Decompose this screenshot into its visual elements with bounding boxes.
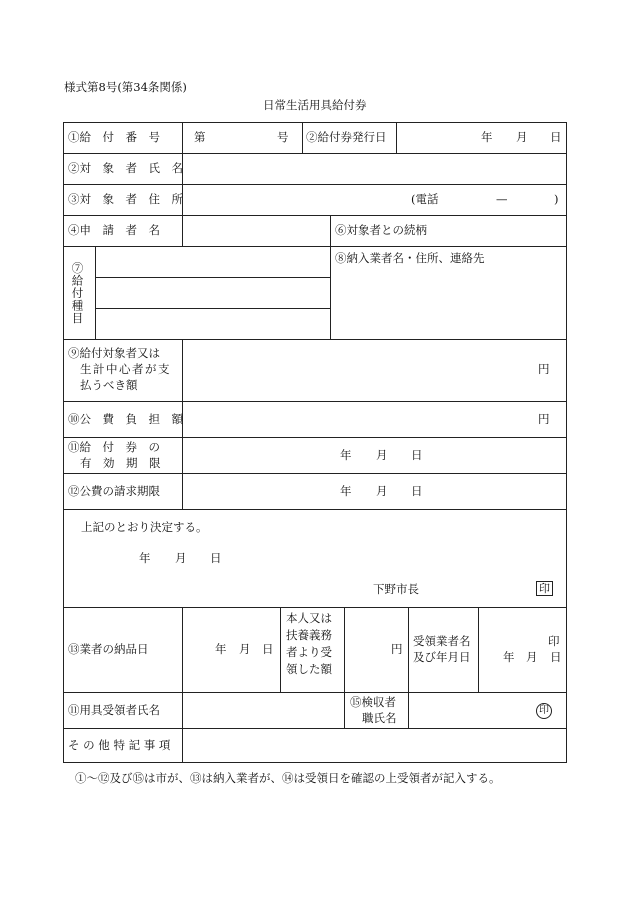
col-divider xyxy=(478,607,479,692)
receipt-label-2: 及び年月日 xyxy=(413,650,471,664)
row-divider xyxy=(63,184,567,185)
form-title: 日常生活用具給付券 xyxy=(263,98,367,112)
row-divider xyxy=(63,215,567,216)
col-divider xyxy=(330,215,331,339)
grant-item-label: ⑦給付種目 xyxy=(70,262,85,325)
seal-mark: 印 xyxy=(536,581,553,596)
supplier-label: ⑧納入業者名・住所、連絡先 xyxy=(335,251,485,265)
circle-seal-mark: 印 xyxy=(536,703,552,719)
row-divider xyxy=(63,509,567,510)
decision-month: 月 xyxy=(175,551,187,565)
inspector-label-2: 職氏名 xyxy=(362,711,397,725)
receipt-label-1: 受領業者名 xyxy=(413,634,471,648)
paid-label-4: 領した額 xyxy=(286,662,332,676)
mayor-seal xyxy=(536,581,553,596)
col-divider xyxy=(302,122,303,153)
recipient-address-label: ③対 象 者 住 所 xyxy=(68,192,183,206)
public-burden-label: ⑩公 費 負 担 額 xyxy=(68,412,183,426)
remarks-label: そ の 他 特 記 事 項 xyxy=(68,738,171,752)
claim-day: 日 xyxy=(411,484,423,498)
delivery-year: 年 xyxy=(215,642,227,656)
row-divider xyxy=(63,153,567,154)
receiver-name-label: ⑪用具受領者氏名 xyxy=(68,703,160,717)
col-divider xyxy=(280,607,281,692)
col-divider xyxy=(344,607,345,728)
delivery-month: 月 xyxy=(239,642,251,656)
claim-year: 年 xyxy=(340,484,352,498)
row-divider xyxy=(63,401,567,402)
paid-yen: 円 xyxy=(391,642,403,656)
receipt-seal: 印 xyxy=(548,634,560,648)
delivery-date-label: ⑬業者の納品日 xyxy=(68,642,149,656)
receipt-year: 年 xyxy=(503,650,515,664)
receipt-day: 日 xyxy=(550,650,562,664)
grant-number-label: ①給 付 番 号 xyxy=(68,130,160,144)
paid-label-2: 扶養義務 xyxy=(286,628,332,642)
paid-label-3: 者より受 xyxy=(286,645,332,659)
phone-dash: — xyxy=(496,192,508,206)
row-divider xyxy=(63,246,567,247)
col-divider xyxy=(95,246,96,339)
relation-label: ⑥対象者との続柄 xyxy=(335,223,427,237)
issue-day: 日 xyxy=(550,130,562,144)
copay-label-1: ⑨給付対象者又は xyxy=(68,346,160,360)
col-divider xyxy=(408,607,409,728)
col-divider xyxy=(396,122,397,153)
row-divider xyxy=(63,692,567,693)
public-burden-yen: 円 xyxy=(538,412,550,426)
col-divider xyxy=(182,122,183,246)
claim-month: 月 xyxy=(376,484,388,498)
receipt-month: 月 xyxy=(526,650,538,664)
copay-label-2: 生計中心者が支 xyxy=(80,362,171,376)
validity-label-2: 有 効 期 限 xyxy=(80,456,161,470)
grant-number-suffix: 号 xyxy=(277,130,289,144)
decision-year: 年 xyxy=(139,551,151,565)
grant-number-prefix: 第 xyxy=(194,130,206,144)
row-divider xyxy=(63,728,567,729)
phone-close: ) xyxy=(554,192,559,206)
row-divider xyxy=(95,277,330,278)
mayor-title: 下野市長 xyxy=(373,582,419,596)
inspector-label-1: ⑮検収者 xyxy=(350,695,396,709)
decision-day: 日 xyxy=(210,551,222,565)
form-number: 様式第8号(第34条関係) xyxy=(64,80,187,94)
recipient-name-label: ②対 象 者 氏 名 xyxy=(68,161,183,175)
decision-text: 上記のとおり決定する。 xyxy=(81,520,208,534)
row-divider xyxy=(63,437,567,438)
row-divider xyxy=(63,339,567,340)
validity-day: 日 xyxy=(411,448,423,462)
row-divider xyxy=(63,473,567,474)
phone-open: (電話 xyxy=(411,192,439,206)
row-divider xyxy=(95,308,330,309)
delivery-day: 日 xyxy=(262,642,274,656)
inspector-seal xyxy=(536,703,552,719)
issue-year: 年 xyxy=(481,130,493,144)
copay-yen: 円 xyxy=(538,362,550,376)
validity-label-1: ⑪給 付 券 の xyxy=(68,440,160,454)
col-divider xyxy=(182,607,183,763)
validity-year: 年 xyxy=(340,448,352,462)
issue-month: 月 xyxy=(516,130,528,144)
copay-label-3: 払うべき額 xyxy=(80,378,138,392)
footer-note: ①～⑫及び⑮は市が、⑬は納入業者が、⑭は受領日を確認の上受領者が記入する。 xyxy=(75,771,501,785)
applicant-name-label: ④申 請 者 名 xyxy=(68,223,160,237)
paid-label-1: 本人又は xyxy=(286,611,332,625)
row-divider xyxy=(63,607,567,608)
validity-month: 月 xyxy=(376,448,388,462)
claim-deadline-label: ⑫公費の請求期限 xyxy=(68,484,160,498)
issue-date-label: ②給付券発行日 xyxy=(306,130,387,144)
